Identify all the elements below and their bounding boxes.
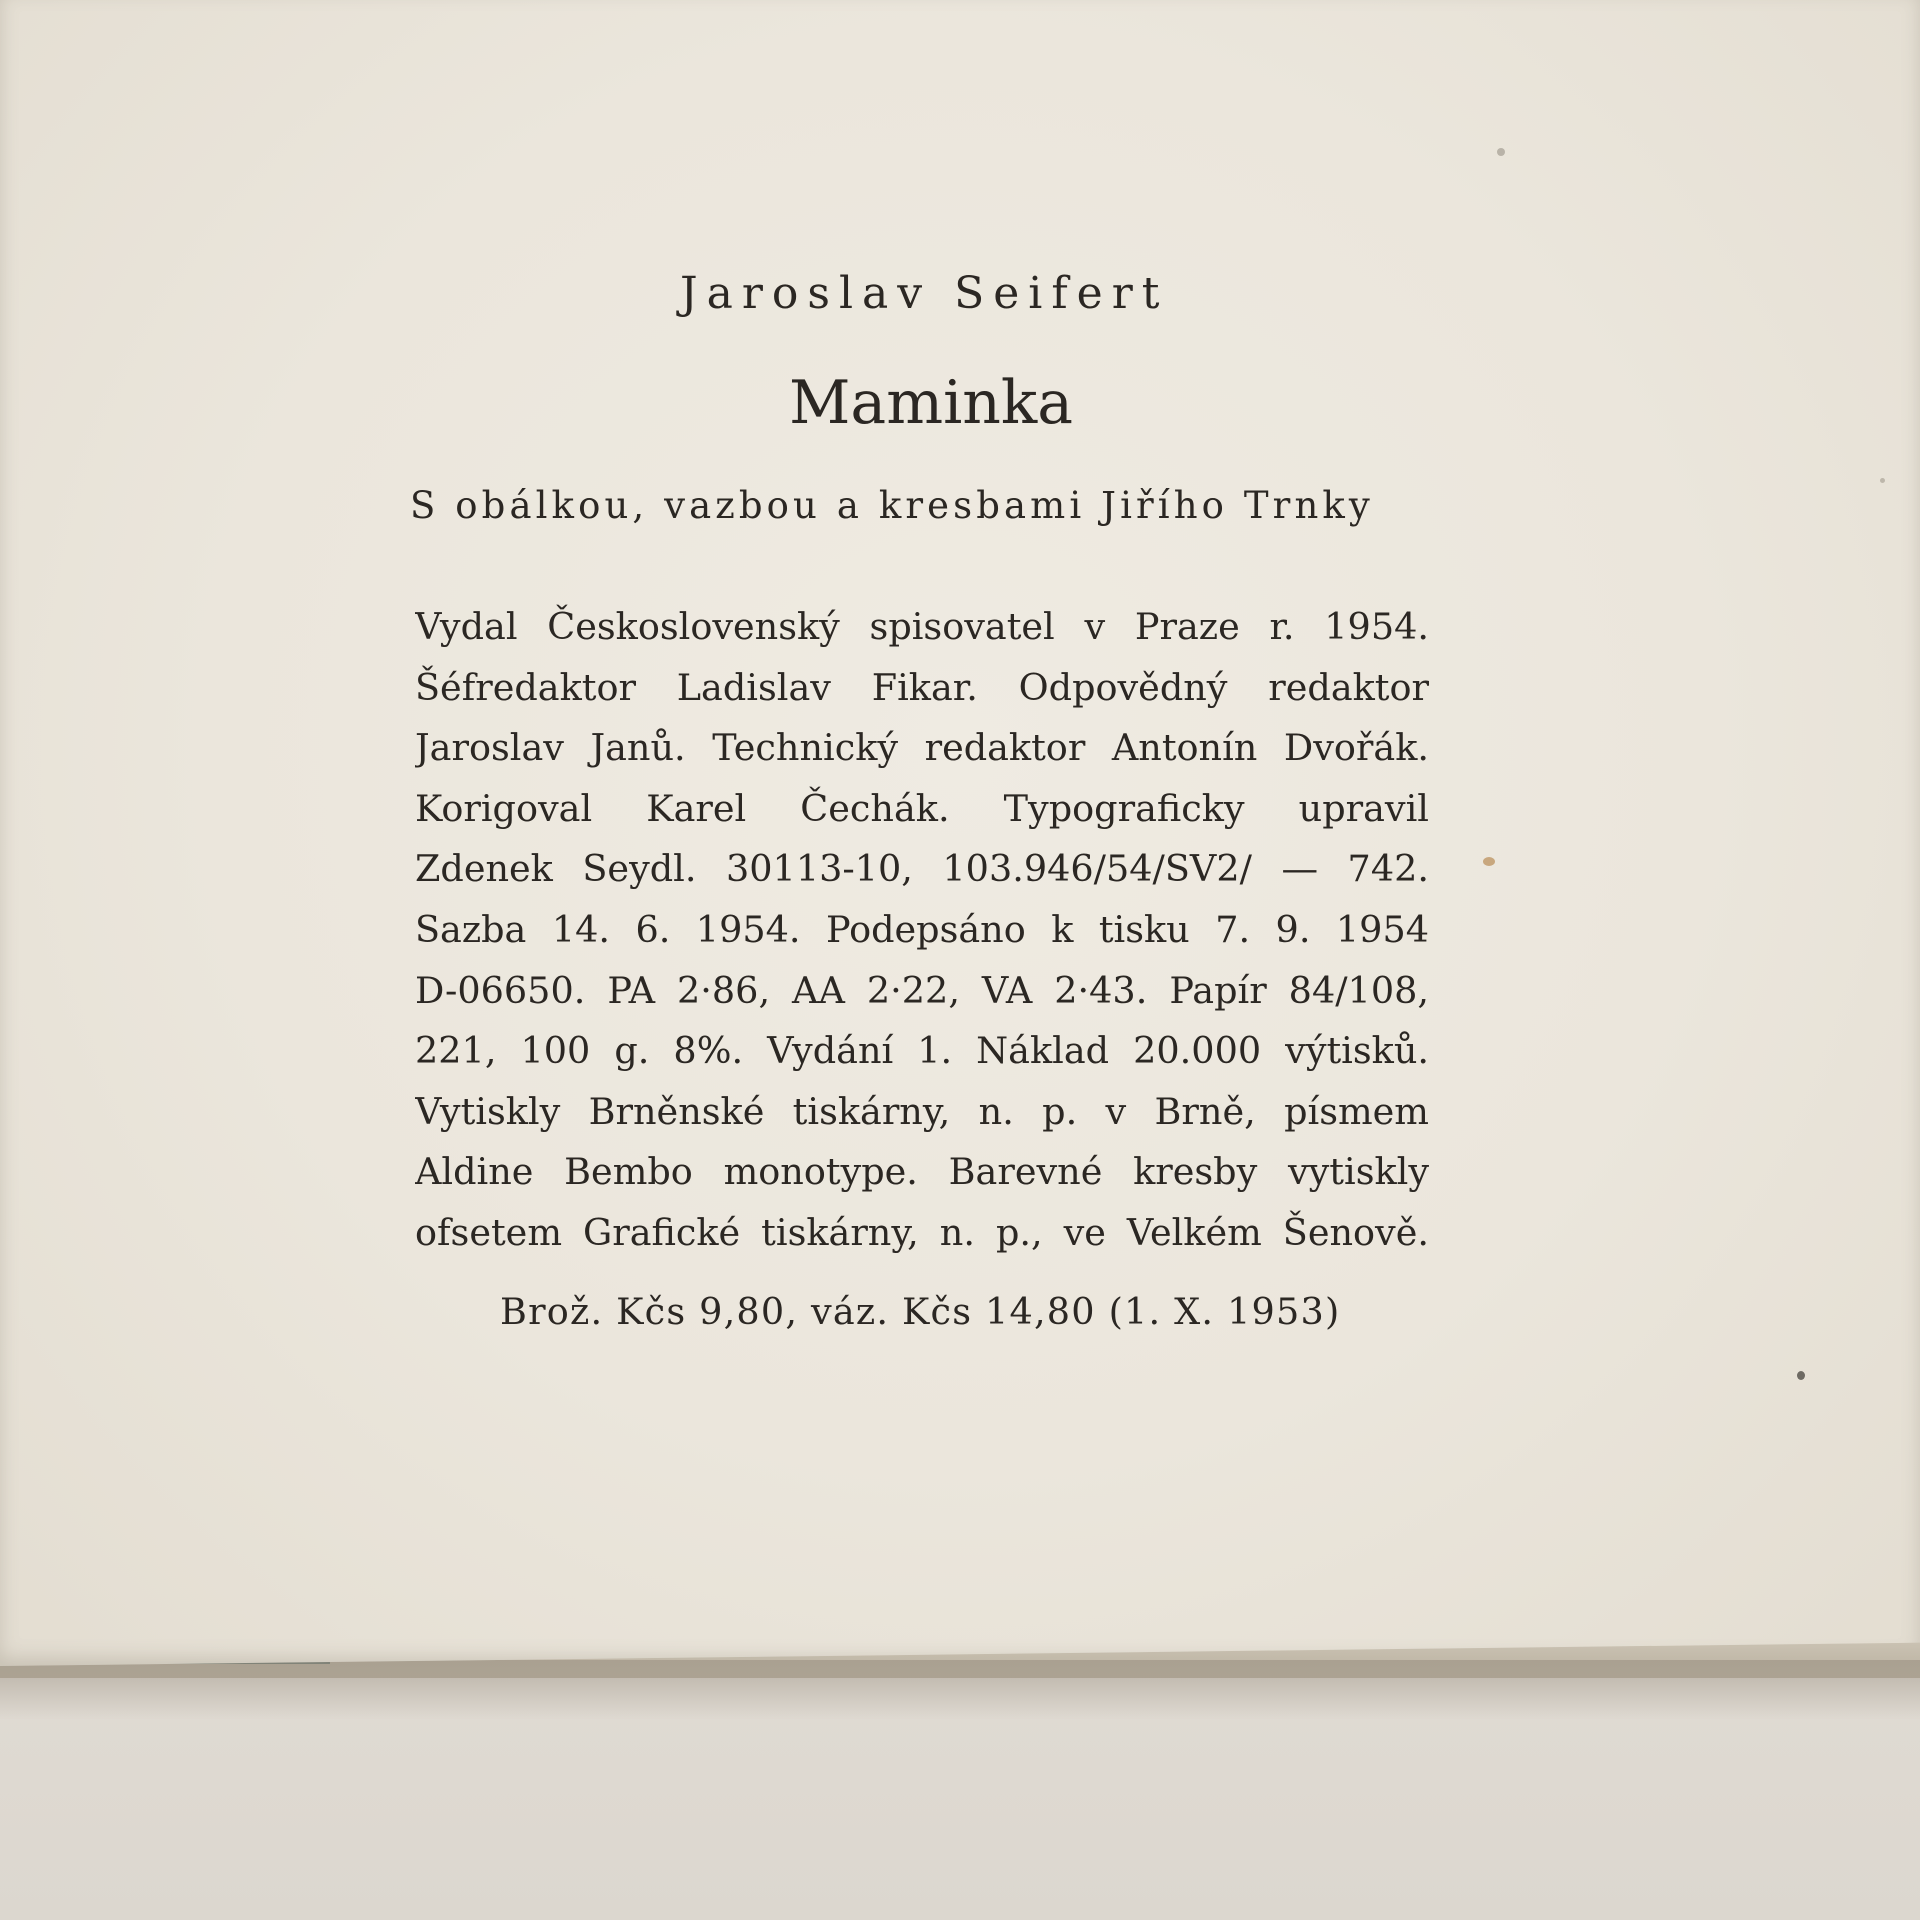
imprint-line: Vydal Československý spisovatel v Praze r. 1954. <box>415 605 1429 648</box>
imprint-line: Sazba 14. 6. 1954. Podepsáno k tisku 7. 9. 1954 <box>415 907 1429 951</box>
imprint-line: Korigoval Karel Čechák. Typograficky upravil <box>415 786 1429 830</box>
imprint-line: ofsetem Grafické tiskárny, n. p., ve Velkém Šenově. <box>415 1210 1429 1254</box>
paper-speck <box>1880 478 1885 483</box>
price-line: Brož. Kčs 9,80, váz. Kčs 14,80 (1. X. 1953) <box>500 1290 1341 1333</box>
imprint-line: Vytiskly Brněnské tiskárny, n. p. v Brně, písmem <box>415 1089 1429 1133</box>
paper-speck <box>1483 857 1495 866</box>
illustrator-credit: S obálkou, vazbou a kresbami Jiřího Trnky <box>410 484 1374 527</box>
imprint-block <box>415 597 1429 1264</box>
imprint-line: Zdenek Seydl. 30113-10, 103.946/54/SV2/ — 742. <box>415 847 1429 891</box>
author-name: Jaroslav Seifert <box>680 268 1169 319</box>
imprint-line: Aldine Bembo monotype. Barevné kresby vytiskly <box>415 1150 1429 1194</box>
imprint-line: 221, 100 g. 8%. Vydání 1. Náklad 20.000 výtisků. <box>415 1029 1429 1073</box>
paper-speck <box>1797 1371 1805 1380</box>
book-title: Maminka <box>789 368 1074 438</box>
imprint-line: Šéfredaktor Ladislav Fikar. Odpovědný redaktor <box>415 665 1429 709</box>
imprint-line: D-06650. PA 2·86, AA 2·22, VA 2·43. Papír 84/108, <box>415 968 1429 1012</box>
page-shadow <box>0 1660 1920 1720</box>
paper-speck <box>1497 148 1505 156</box>
imprint-line: Jaroslav Janů. Technický redaktor Antonín Dvořák. <box>415 726 1429 770</box>
